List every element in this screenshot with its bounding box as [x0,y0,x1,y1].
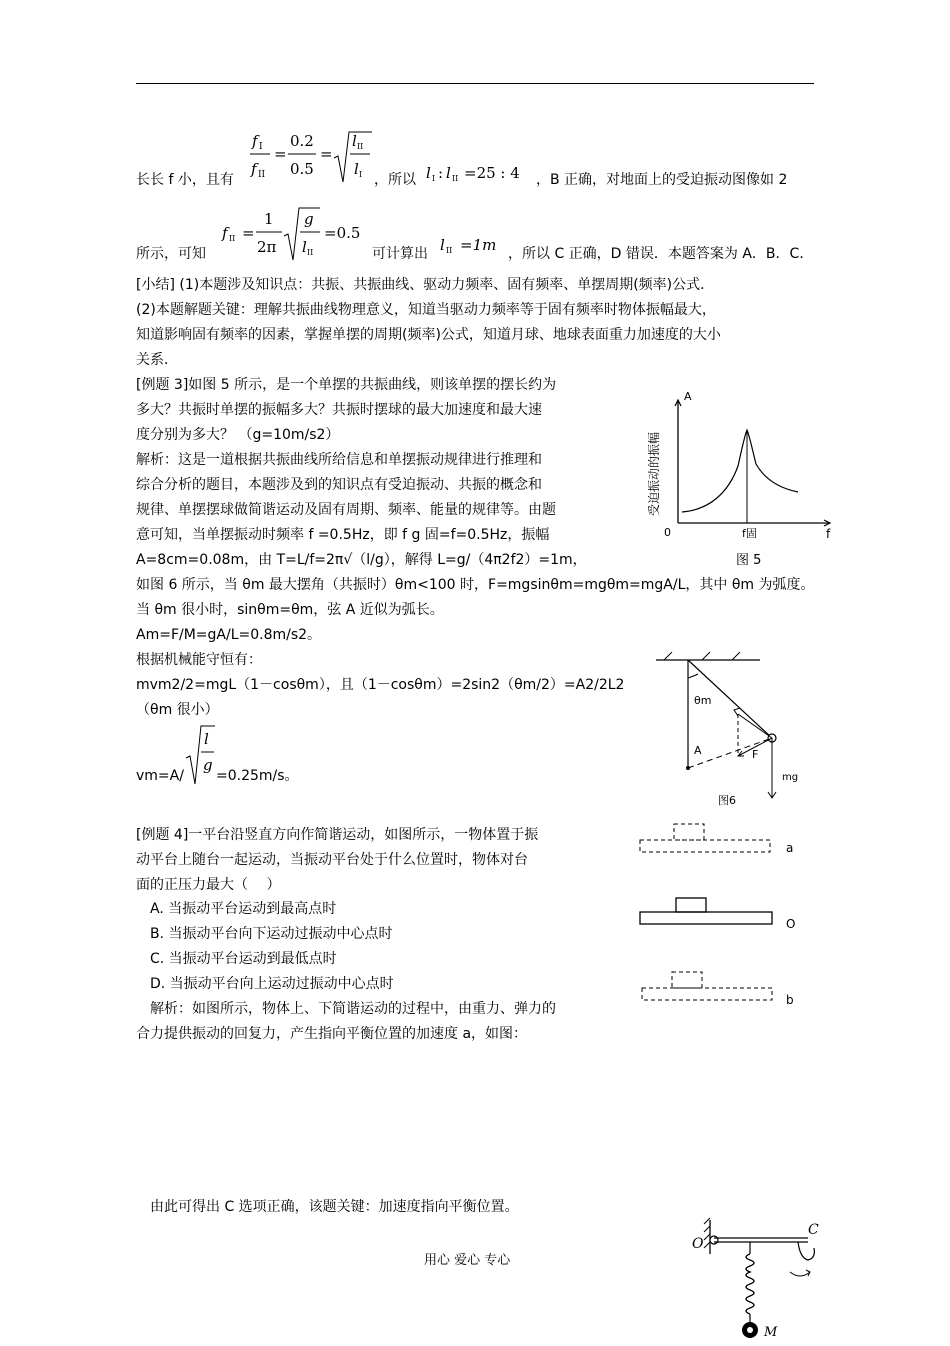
example4-line: 面的正压力最大（ ） [136,877,281,893]
example3-line: 意可知，当单摆振动时频率 f =0.5Hz，即 f g 固=f=0.5Hz，振幅 [136,527,550,543]
ratio-equation [246,128,374,188]
para2-mid: 可计算出 [372,246,428,262]
ratio-l1: l [426,164,431,182]
eq-root-den-sub: I [359,170,363,179]
fig5-origin: 0 [664,526,671,539]
eq-mid-num: 0.2 [290,132,314,150]
eq-f: f [222,224,228,242]
spring-label-c: C [808,1222,819,1238]
example3-line: 综合分析的题目，本题涉及到的知识点有受迫振动、共振的概念和 [136,477,542,493]
eq-val: =0.5 [324,224,361,242]
example3-line: 根据机械能守恒有： [136,652,262,668]
example3-line: Am=F/M=gA/L=0.8m/s2。 [136,627,322,643]
svg-text:=: = [320,145,333,163]
eq-lhs-den-sub: II [258,170,266,180]
fig5-y-label: 受迫振动的振幅 [648,431,661,516]
analysis-line: 解析：如图所示，物体上、下简谐运动的过程中，由重力、弹力的 [150,1001,556,1017]
vm-suffix: =0.25m/s。 [216,768,299,784]
spring-label-m: M [764,1325,778,1340]
ratio-val: =25 : 4 [464,164,520,182]
fig6-a-label: A [694,744,702,757]
spring-label-o: O [692,1236,704,1252]
summary-line: 关系． [136,352,178,368]
eq-frac-den: 2π [257,238,277,256]
option-c: C. 当振动平台运动到最低点时 [150,951,337,967]
svg-text::: : [438,164,444,182]
spring-figure [690,1214,830,1342]
eq-f-sub: II [229,234,236,243]
example3-line: mvm2/2=mgL（1－cosθm），且（1－cosθm）=2sin2（θm/2）=A2/2L2 [136,677,625,693]
eq-root-l-sub: II [307,248,314,257]
platform-figure [636,816,806,1012]
example3-line: 如图 6 所示，当 θm 最大摆角（共振时）θm<100 时，F=mgsinθm=mgθm=mgA/L，其中 θm 为弧度。 [136,577,815,593]
freq-equation [220,200,370,264]
eq-mid-den: 0.5 [290,160,314,178]
option-b: B. 当振动平台向下运动过振动中心点时 [150,926,393,942]
para1-suffix: ，B 正确，对地面上的受迫振动图像如 2 [536,172,788,188]
page-footer: 用心 爱心 专心 [424,1253,511,1268]
summary-line: (2)本题解题关键：理解共振曲线物理意义，知道当驱动力频率等于固有频率时物体振幅最大， [136,302,716,318]
summary-line: [小结] (1)本题涉及知识点：共振、共振曲线、驱动力频率、固有频率、单摆周期(频率)公式． [136,277,715,293]
res-l: l [440,236,445,254]
eq-lhs-num-sub: I [259,142,263,152]
eq-lhs-den: f [251,160,257,178]
figure-5 [648,386,838,576]
fig6-caption: 图6 [718,794,736,807]
platform-label-a: a [786,841,794,855]
length-ratio [424,158,534,188]
vm-root [184,724,216,786]
eq-root-l: l [302,238,307,256]
figure-6 [652,652,812,810]
fig6-f-label: F [752,748,759,761]
vm-root-num: l [204,730,209,748]
example3-line: A=8cm=0.08m，由 T=L/f=2π√（l/g），解得 L=g/（4π2f2）=1m， [136,552,587,568]
option-d: D. 当振动平台向上运动过振动中心点时 [150,976,394,992]
example3-line: 规律、单摆摆球做简谐运动及固有周期、频率、能量的规律等。由题 [136,502,556,518]
fig5-x-label: f [826,527,831,541]
ratio-l1-sub: I [432,174,436,183]
vm-root-den: g [203,756,213,774]
example3-line: [例题 3]如图 5 所示，是一个单摆的共振曲线，则该单摆的摆长约为 [136,377,557,393]
para2-suffix: ，所以 C 正确，D 错误．本题答案为 A．B．C． [508,246,814,262]
svg-text:=: = [274,145,287,163]
eq-frac-num: 1 [264,210,274,228]
platform-label-b: b [786,993,794,1007]
eq-lhs-num: f [252,132,258,150]
res-l-sub: II [446,246,453,255]
eq-root-num: l [352,132,357,150]
summary-line: 知道影响固有频率的因素，掌握单摆的周期(频率)公式，知道月球、地球表面重力加速度的大小 [136,327,721,343]
fig6-theta-label: θm [694,694,712,707]
example4-line: [例题 4]一平台沿竖直方向作简谐运动，如图所示，一物体置于振 [136,827,539,843]
svg-text:=: = [242,224,255,242]
length-result [438,232,506,260]
example3-line: 解析：这是一道根据共振曲线所给信息和单摆振动规律进行推理和 [136,452,542,468]
example3-line: 当 θm 很小时，sinθm=θm，弦 A 近似为弧长。 [136,602,444,618]
conclusion: 由此可得出 C 选项正确，该题关键：加速度指向平衡位置。 [150,1199,519,1215]
para1-prefix: 长长 f 小，且有 [136,172,234,188]
option-a: A. 当振动平台运动到最高点时 [150,901,337,917]
example3-line: 多大？共振时单摆的振幅多大？共振时摆球的最大加速度和最大速 [136,402,542,418]
para2-prefix: 所示，可知 [136,246,206,262]
eq-root-num-sub: II [357,142,364,151]
eq-root-g: g [304,210,314,228]
fig5-peak-label: f固 [742,527,757,540]
analysis-line: 合力提供振动的回复力，产生指向平衡位置的加速度 a，如图： [136,1026,528,1042]
res-val: =1m [460,236,497,254]
example4-line: 动平台上随台一起运动，当振动平台处于什么位置时，物体对台 [136,852,528,868]
example3-line: 度分别为多大？ （g=10m/s2） [136,427,340,443]
platform-label-o: O [786,917,796,931]
ratio-l2-sub: II [452,174,459,183]
ratio-l2: l [446,164,451,182]
example3-line: （θm 很小） [136,702,219,718]
fig5-a-label: A [684,390,692,403]
para1-mid: ，所以 [374,172,416,188]
header-rule [136,83,814,84]
vm-prefix: vm=A/ [136,768,184,784]
fig5-caption: 图 5 [736,553,762,568]
eq-root-den: l [354,160,359,178]
fig6-mg-label: mg [782,772,799,783]
